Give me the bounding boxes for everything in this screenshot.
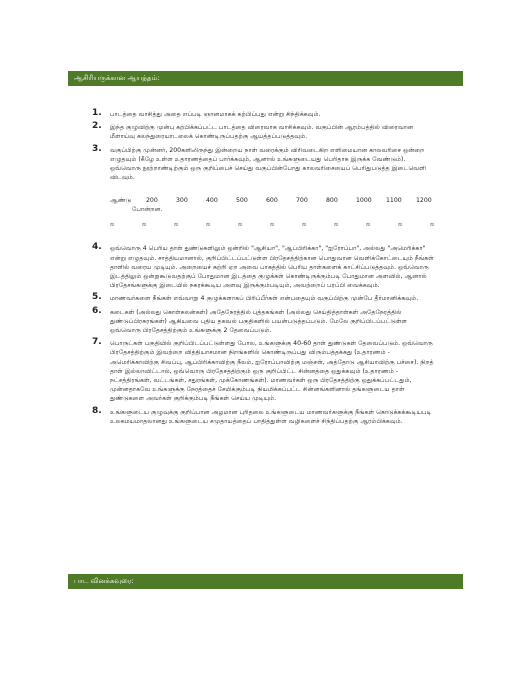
- timeline-mark: ஐ: [430, 221, 435, 228]
- timeline-year: 700: [296, 197, 308, 205]
- timeline-mark: ஐ: [110, 221, 115, 228]
- timeline-year: 800: [326, 197, 338, 205]
- timeline-year: 200: [146, 197, 158, 205]
- list-item: [92, 143, 435, 231]
- item-text: ஒவ்வொரு 4 பெரிய தாள் துண்டுகளிலும் ஒன்றில் "ஆசியா", "ஆப்பிரிக்கா", "ஐரோப்பா", அல்லது "அமெரிக்கா" என்று எழுதவும். சாத்தியமானால், குறிப்பிட்டப்பட்டுள்ள பிரதேசத்திற்கான பொதுவான வெளிக்கோட்டையும் நீங்கள் தாளில் வரைய முடியும். அறையைச் சுற்றி ஏற அவை பாகத்தில் பெரிய தாள்களைக் காட்சிப்படுத்தவும். ஒவ்வொரு இடத்திலும் ஒன்றுகூடுவதற்குப் போதுமான இடத்தை குழுக்கள் கொண்டிருக்கும்படி போதுமான அளவில், ஆனால் பிரதேசங்களுக்கு இடையில் நகரக்கூடிய அளவு இருக்கும்படியும், அவற்றைப் பரப்பி வைக்கவும்.: [110, 245, 434, 290]
- timeline-mark: ஐ: [366, 221, 371, 228]
- item-number: 6.: [92, 305, 102, 316]
- timeline-year: 1100: [386, 197, 402, 205]
- footer-banner-text: பாட வினக்கவுரை:: [74, 577, 134, 585]
- item-number: 8.: [92, 405, 102, 416]
- timeline-year: 500: [236, 197, 248, 205]
- timeline-mark: ஐ: [142, 221, 147, 228]
- timeline-year: 1200: [416, 197, 432, 205]
- header-banner-text: ஆசிரியருக்கான ஆயத்தம்:: [74, 74, 160, 82]
- item-number: 1.: [92, 108, 102, 118]
- list-item: [92, 123, 434, 141]
- item-number: 7.: [92, 337, 102, 348]
- timeline-mark: ஐ: [302, 221, 307, 228]
- list-item: [92, 244, 434, 290]
- timeline-year: 300: [176, 197, 188, 205]
- item-text: வகுப்பிற்கு முன்னர், 200களிலிருந்து இன்றைய நாள் வரைக்கும் விரிவடைகிற எளிமையான காலவரிசை ஒன்றை எழுதவும் (கீழே உள்ள உதாரணத்தைப் பார்க்கவும், ஆனால் உங்களுடையது பெரிதாக இருக்க வேண்டும்). ஒவ்வொரு நூற்றாண்டிற்கும் ஒரு குறிப்பைச் செய்து வகுப்பின்போது காலவரிசையைப் பெரிதுபடுத்த இடைவெளி விடவும்.: [110, 146, 427, 182]
- timeline-year: 600: [266, 197, 278, 205]
- item-number: 4.: [92, 242, 102, 253]
- item-text: பாடத்தை வாசித்து அதை எப்படி ஞானமாகக் கற்பிப்பது என்று சிந்திக்கவும்.: [110, 111, 321, 118]
- item-number: 5.: [92, 292, 102, 303]
- item-text: மாணவர்களை நீங்கள் எவ்வாறு 4 குழுக்களாகப் பிரிப்பீர்கள் என்பதையும் வகுப்பிற்கு முன்பே தீர்மானிக்கவும்.: [110, 295, 419, 303]
- item-text: பொருட்கள் பகுதியில் குறிப்பிடப்பட்டுள்ளது போல, உங்களுக்கு 40-60 தாள் துண்டுகள் தேவைப்படும். ஒவ்வொரு பிரதேசத்திற்கும் இவற்றை வித்தியாசமான நிறங்களில் கொண்டிருப்பது விரும்பத்தக்கது (உதாரணம் - அமெரிக்காவிற்கு சிவப்பு, ஆப்பிரிக்காவிற்கு நீலம், ஐரோப்பாவிற்கு மஞ்சள், அத்தோடு ஆசியாவிற்கு பச்சை). நிறத் தாள் இல்லாவிட்டால், ஒவ்வொரு பிரதேசத்திற்கும் ஒரு குறிப்பிட்ட சின்னத்தை ஒதுக்கவும் (உதாரணம் - நட்சத்திரங்கள், வட்டங்கள், சதுரங்கள், முக்கோணங்கள்). மாணவர்கள் ஒரு பிரதேசத்திற்கு ஒதுக்கப்பட்டதும், முன்னதாகவே உங்களுக்கு நேரத்தைச் சேமிக்கும்படி நியமிக்கப்பட்ட சின்னங்களினால் தங்களுடைய தாள் துண்டுகளை அவர்கள் குறிக்கும்படி நீங்கள் செய்ய முடியும்.: [110, 340, 434, 403]
- item-number: 3.: [92, 143, 102, 154]
- item-text: இந்த குழுவிற்கு முன்பு கற்பிக்கப்பட்ட பாடத்தை விரைவாக வாசிக்கவும். வகுப்பின் ஆரம்பத்தில் விரைவான மீளாய்வு கலந்துரையாடலைக் கொண்டிருப்பதற்கு ஆயத்தப்படுத்தவும்.: [110, 124, 414, 141]
- list-item: [92, 339, 434, 403]
- item-text: கடைகள் (அல்லது கொள்கலன்கள்) அதேநேரத்தில் புத்தகங்கள் (அல்லது செய்தித்தாள்கள் அதேநேரத்தில் துண்டுப்பிரசுரங்கள்) ஆகியவை புதிய தகவல் பகுதிகளில் பயன்படுத்தப்படும். மேலே குறிப்பிடப்பட்டுள்ள ஒவ்வொரு பிரதேசத்திற்கும் உங்களுக்கு 2 தேவைப்படும்.: [110, 308, 408, 335]
- timeline-mark: ஐ: [398, 221, 403, 228]
- footer-banner: [68, 574, 463, 589]
- timeline-mark: ஐ: [206, 221, 211, 228]
- item-number: 2.: [92, 121, 102, 132]
- timeline: [110, 196, 434, 230]
- timeline-label-sub: போன்றன.: [132, 206, 163, 214]
- timeline-mark: ஐ: [238, 221, 243, 228]
- timeline-label: ஆண்டு: [110, 197, 132, 205]
- list-item: [92, 110, 434, 119]
- list-item: [92, 305, 434, 336]
- timeline-mark: ஐ: [270, 221, 275, 228]
- timeline-year: 400: [206, 197, 218, 205]
- item-text: உங்களுடைய குழுவுக்கு குறிப்பான அழமான புரிதலை உங்களுடைய மாணவர்களுக்கு நீங்கள் கொடுக்கக்கூடியபடி உலகமயமாதலானது உங்களுடைய சமுதாயத்தைப் பாதித்துள்ள வழிகளைச் சிந்திப்பதற்கு ஆரம்பிக்கவும்.: [110, 408, 432, 425]
- timeline-mark: ஐ: [174, 221, 179, 228]
- list-item: [92, 294, 434, 303]
- header-banner: [68, 71, 463, 86]
- timeline-year: 1000: [356, 197, 372, 205]
- timeline-mark: ஐ: [334, 221, 339, 228]
- instruction-list: [92, 110, 434, 430]
- list-item: [92, 405, 434, 426]
